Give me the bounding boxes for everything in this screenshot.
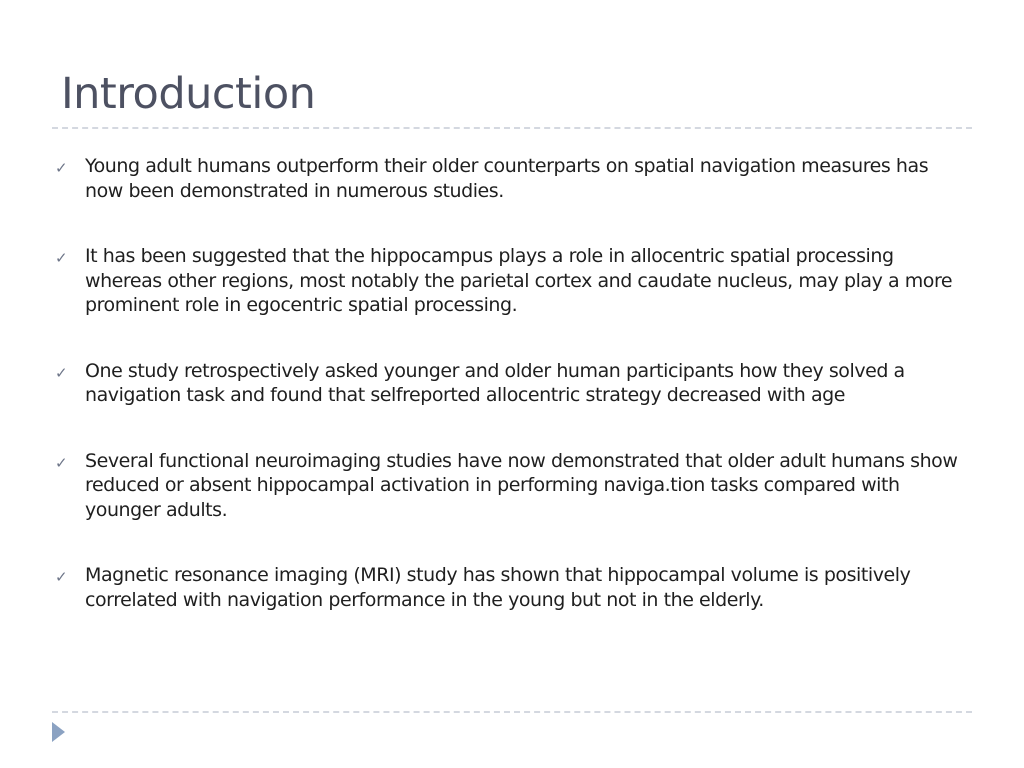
title-divider [52, 127, 972, 129]
play-arrow-icon[interactable] [52, 722, 65, 742]
bullet-item [52, 154, 962, 203]
check-icon: ✓ [55, 249, 68, 267]
check-icon: ✓ [55, 453, 68, 472]
bullet-item [52, 563, 962, 612]
check-icon: ✓ [55, 159, 68, 177]
bullet-text: Magnetic resonance imaging (MRI) study has shown that hippocampal volume is positively correlated with navigation performance in the young but not in the elderly. [85, 564, 911, 611]
bullet-item [52, 244, 962, 318]
check-icon: ✓ [55, 363, 68, 382]
bullet-text: Young adult humans outperform their older counterparts on spatial navigation measures has now been demonstrated in numerous studies. [85, 155, 929, 202]
check-icon: ✓ [55, 568, 68, 586]
bullet-text: Several functional neuroimaging studies have now demonstrated that older adult humans show reduced or absent hippocampal activation in performing naviga.tion tasks compared with younger adults. [85, 449, 958, 521]
bullet-list [52, 154, 962, 653]
bullet-item [52, 449, 962, 523]
slide-title: Introduction [61, 69, 316, 119]
bullet-text: It has been suggested that the hippocampus plays a role in allocentric spatial processing whereas other regions, most notably the parietal cortex and caudate nucleus, may play a more prominent role in egocentric spatial processing. [85, 245, 953, 316]
footer-divider [52, 711, 972, 713]
bullet-text: One study retrospectively asked younger and older human participants how they solved a navigation task and found that selfreported allocentric strategy decreased with age [85, 359, 905, 406]
bullet-item [52, 359, 962, 408]
